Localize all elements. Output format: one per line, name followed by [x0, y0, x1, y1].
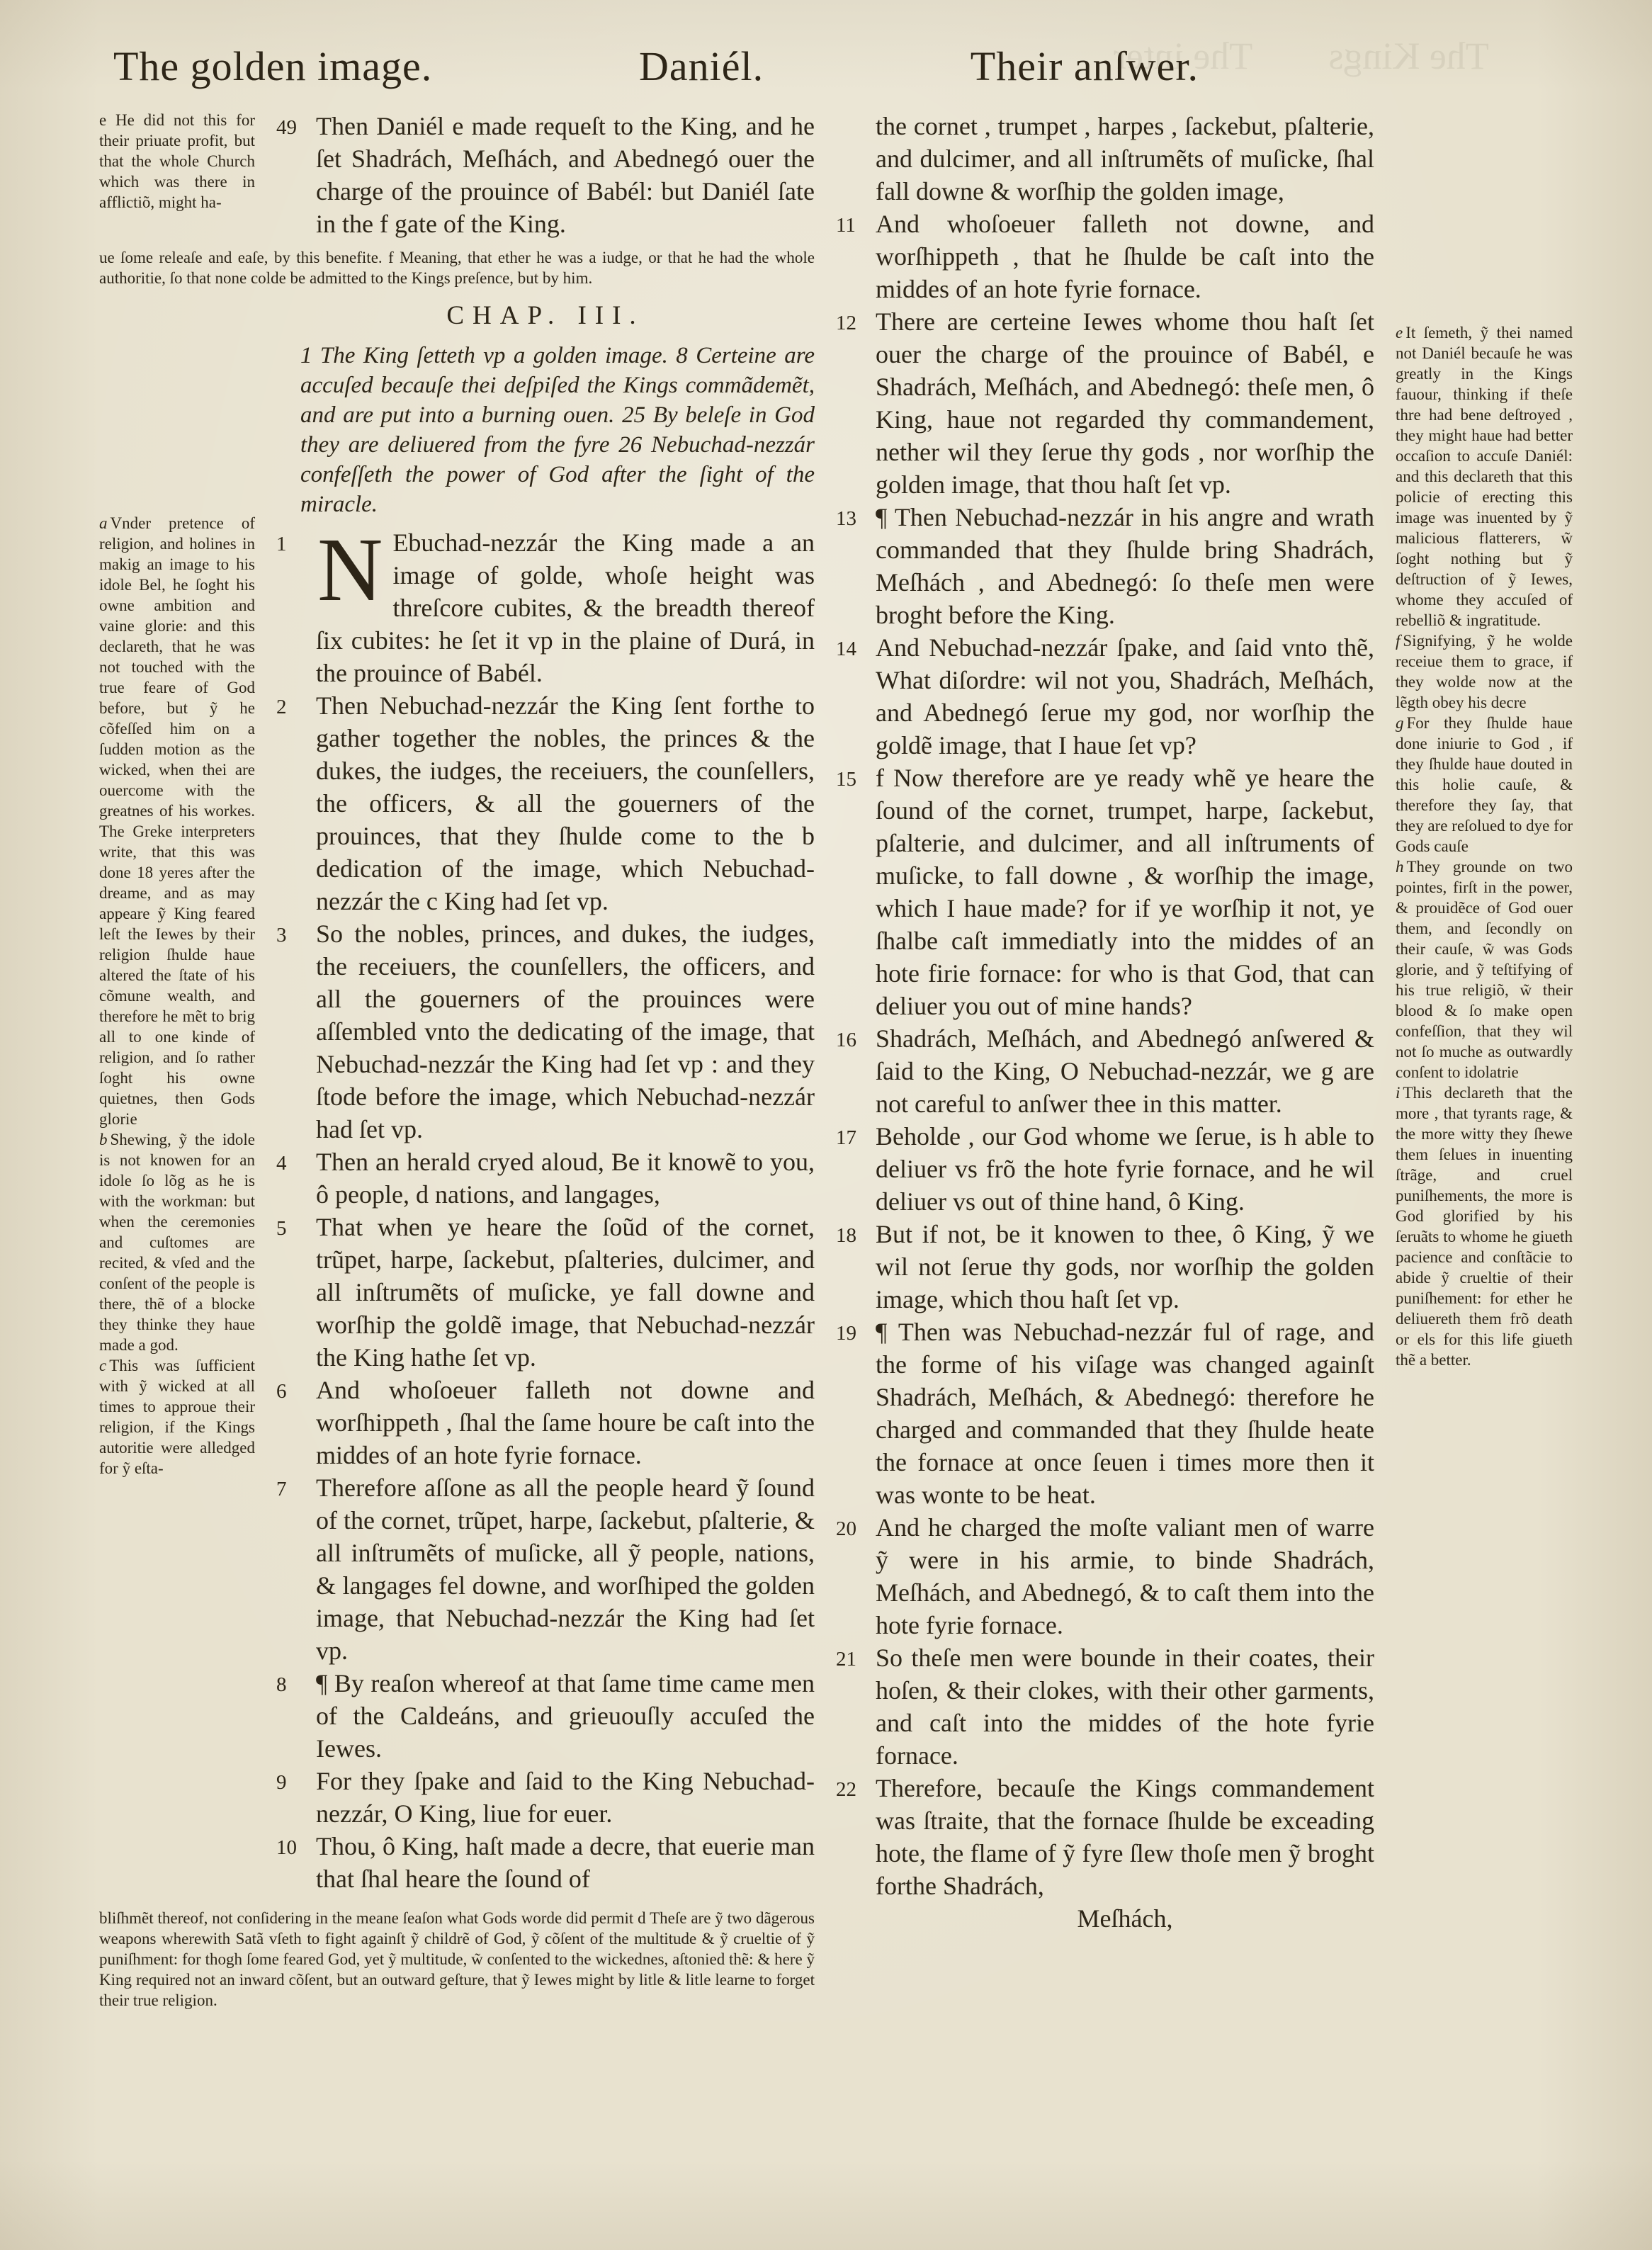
verse-text	[316, 1471, 815, 1667]
verse-body: And whoſoeuer falleth not downe, and worſhippeth , that he ſhulde be caſt into the middes of an hote fyrie fornace.	[876, 210, 1374, 303]
verse-body: Ebuchad-nezzár the King made a an image of golde, whoſe height was threſcore cubites, & the breadth thereof ſix cubites: he ſet it vp in the plaine of Durá, in the prouince of Babél.	[316, 528, 815, 687]
verse-body: Therefore aſſone as all the people heard ỹ ſound of the cornet, trũpet, harpe, ſackebut, pſalterie, & all inſtrumẽts of muſicke, all ỹ people, nations, & langages fel downe, and worſhiped the golden image, that Nebuchad-nezzár the King had ſet vp.	[316, 1474, 815, 1665]
note-text: For they ſhulde haue done iniurie to God , if they ſhulde haue douted in this holie cauſe, & therefore they ſay, that they are reſolued to dye for Gods cauſe	[1396, 714, 1573, 855]
verse	[276, 689, 815, 917]
verse-body: And he charged the moſte valiant men of warre ỹ were in his armie, to binde Shadrách, Meſhách, and Abednegó, & to caſt them into the hote fyrie fornace.	[876, 1513, 1374, 1639]
verse-number: 1	[276, 533, 287, 555]
verse-text	[316, 917, 815, 1146]
verse-text	[876, 208, 1374, 305]
verse-body: ¶ Then Nebuchad-nezzár in his angre and wrath commanded that they ſhulde bring Shadrách, Meſhách , and Abednegó: ſo theſe men were broght before the King.	[876, 503, 1374, 629]
running-header	[0, 0, 1652, 94]
verse-text	[876, 1641, 1374, 1772]
chapter-heading: CHAP. III.	[446, 301, 645, 330]
verse	[276, 1211, 815, 1374]
verse-number: 49	[276, 116, 297, 139]
running-head-center: Daniél.	[638, 43, 764, 89]
margin-note	[1396, 631, 1573, 713]
verse	[276, 1830, 815, 1895]
verse-number	[836, 110, 876, 111]
margin-note	[1396, 713, 1573, 857]
text-column-2	[836, 110, 1374, 1935]
verse-list	[276, 519, 815, 1895]
margin-note	[99, 513, 255, 1129]
verse-number: 16	[836, 1029, 856, 1051]
note-text: It ſemeth, ỹ thei named not Daniél becauſe he was greatly in the Kings fauour, thinking if theſe thre had bene deſtroyed , they might haue had better occaſion to accuſe Daniél: and this declareth that this policie of erecting this image was inuented by ỹ malicious flatterers, w̃ ſoght nothing but ỹ deſtruction of ỹ Iewes, whome they accuſed of rebelliõ & ingratitude.	[1396, 324, 1573, 629]
verse-body: For they ſpake and ſaid to the King Nebuchad-nezzár, O King, liue for euer.	[316, 1767, 815, 1828]
running-head-left: The golden image.	[113, 43, 433, 89]
verse-number: 20	[836, 1517, 856, 1540]
running-head-right: Their anſwer.	[970, 43, 1199, 89]
verse	[836, 1641, 1374, 1772]
page-body	[0, 94, 1652, 2011]
verse-number: 17	[836, 1126, 856, 1149]
verse-body: Thou, ô King, haſt made a decre, that euerie man that ſhal heare the ſound of	[316, 1832, 815, 1893]
note-marker: i	[1396, 1084, 1401, 1102]
verse-text	[876, 1218, 1374, 1316]
note-marker: c	[99, 1357, 107, 1374]
verse	[276, 1374, 815, 1471]
verse	[276, 110, 815, 240]
left-margin-notes	[99, 110, 255, 1479]
verse	[836, 501, 1374, 631]
verse	[836, 1218, 1374, 1316]
verse-text	[316, 519, 815, 689]
verse-number: 3	[276, 924, 287, 946]
verse-text	[876, 501, 1374, 631]
verse	[836, 1772, 1374, 1902]
verse-number: 11	[836, 214, 856, 237]
verse-body: Therefore, becauſe the Kings commandement was ſtraite, that the fornace ſhulde be exceading hote, the flame of ỹ fyre ſlew thoſe men ỹ broght forthe Shadrách,	[876, 1774, 1374, 1900]
verse-body: f Now therefore are ye ready whẽ ye heare the ſound of the cornet, trumpet, harpe, ſackebut, pſalterie, and dulcimer, and all inſtruments of muſicke, to fall downe , & worſhip the image, which I haue made? for if ye worſhip it not, ye ſhalbe caſt immediatly into the middes of an hote firie fornace: for who is that God, that can deliuer you out of mine hands?	[876, 764, 1374, 1020]
right-long-notes	[1396, 322, 1573, 1370]
drop-cap: N	[317, 519, 383, 620]
verse	[836, 305, 1374, 501]
verse-number: 9	[276, 1771, 287, 1794]
verse	[276, 1667, 815, 1765]
margin-note	[99, 1129, 255, 1355]
note-text: Vnder pretence of religion, and holines in makig an image to his idole Bel, he ſoght his owne ambition and vaine glorie: and this declareth, that he was not touched with the true feare of God before, but ỹ he cõfeſſed him on a ſudden motion as the wicked, when thei are ouercome with the greatnes of his workes. The Greke interpreters write, that this was done 18 yeres after the dreame, and as may appeare ỹ King feared leſt the Iewes by their religion ſhulde haue altered the ſtate of his cõmune wealth, and therefore he mẽt to brig all to one kinde of religion, and ſo rather ſoght his owne quietnes, then Gods glorie	[99, 514, 255, 1128]
margin-note	[1396, 322, 1573, 631]
verse-number: 19	[836, 1322, 856, 1345]
verse-text	[876, 1022, 1374, 1120]
catchword: Meſhách,	[1077, 1904, 1173, 1933]
bleed-through-text: The Kings The inter	[1114, 35, 1489, 77]
note-text: This was ſufficient with ỹ wicked at all times to approue their religion, if the Kings autoritie were alledged for ỹ eſta-	[99, 1357, 255, 1477]
verse	[836, 762, 1374, 1022]
verse-list	[836, 110, 1374, 1902]
margin-note	[1396, 1082, 1573, 1370]
verse	[276, 1471, 815, 1667]
verse-number: 5	[276, 1217, 287, 1240]
note-text: They grounde on two pointes, firſt in the power, & prouidẽce of God ouer them, and ſecondly on their cauſe, w̃ was Gods glorie, and ỹ teſtifying of his true religiõ, w̃ their blood & ſo make open confeſſion, that they wil not ſo muche as outwardly conſent to idolatrie	[1396, 858, 1573, 1081]
note-marker: a	[99, 514, 108, 532]
verse-body: ¶ Then was Nebuchad-nezzár ful of rage, and the forme of his viſage was changed againſt Shadrách, Meſhách, & Abednegó: therefore he charged and commanded that they ſhulde heate the fornace at once ſeuen i times more then it was wonte to be heat.	[876, 1318, 1374, 1509]
verse-number: 2	[276, 696, 287, 718]
verse-number: 14	[836, 638, 856, 660]
verse-text	[876, 1120, 1374, 1218]
verse	[276, 1765, 815, 1830]
cross-column-note: ue ſome releaſe and eaſe, by this benefite. f Meaning, that ether he was a iudge, or that he had the whole authoritie, ſo that none colde be admitted to the Kings preſence, but by him.	[99, 249, 815, 287]
verse-number: 18	[836, 1224, 856, 1247]
verse-number: 10	[276, 1836, 297, 1859]
verse-text	[876, 1316, 1374, 1511]
verse-body: Shadrách, Meſhách, and Abednegó anſwered & ſaid to the King, O Nebuchad-nezzár, we g are not careful to anſwer thee in this matter.	[876, 1024, 1374, 1118]
verse	[836, 110, 1374, 208]
verse-text	[876, 631, 1374, 762]
verse-body: ¶ By reaſon whereof at that ſame time came men of the Caldeáns, and grieuouſly accuſed the Iewes.	[316, 1669, 815, 1763]
note-marker: b	[99, 1131, 108, 1148]
verse-body: So theſe men were bounde in their coates, their hoſen, & their clokes, with their other garments, and caſt into the middes of the hote fyrie fornace.	[876, 1644, 1374, 1770]
verse	[836, 1316, 1374, 1511]
verse-number: 15	[836, 768, 856, 791]
verse	[276, 519, 815, 689]
verse-body: And Nebuchad-nezzár ſpake, and ſaid vnto thẽ, What diſordre: wil not you, Shadrách, Meſhách, and Abednegó ſerue my god, nor worſhip the goldẽ image, that I haue ſet vp?	[876, 633, 1374, 759]
verse	[276, 917, 815, 1146]
verse-text	[316, 689, 815, 917]
verse-number: 7	[276, 1478, 287, 1500]
chapter-argument: 1 The King ſetteth vp a golden image. 8 Certeine are accuſed becauſe thei deſpiſed the Kings commãdemẽt, and are put into a burning ouen. 25 By beleſe in God they are deliuered from the fyre 26 Nebuchad-nezzár confeſſeth the power of God after the ſight of the miracle.	[300, 343, 815, 517]
verse	[836, 208, 1374, 305]
verse-number: 13	[836, 507, 856, 530]
verse	[836, 1511, 1374, 1641]
verse-body: Beholde , our God whome we ſerue, is h able to deliuer vs frõ the hote fyrie fornace, and he wil deliuer vs out of thine hand, ô King.	[876, 1122, 1374, 1216]
verse-number: 12	[836, 312, 856, 334]
verse-body: the cornet , trumpet , harpes , ſackebut, pſalterie, and dulcimer, and all inſtrumẽts of muſicke, ſhal fall downe & worſhip the golden image,	[876, 112, 1374, 205]
verse-text	[876, 1511, 1374, 1641]
note-marker: g	[1396, 714, 1404, 732]
verse-body: But if not, be it knowen to thee, ô King, ỹ we wil not ſerue thy gods, nor worſhip the golden image, which thou haſt ſet vp.	[876, 1220, 1374, 1313]
verse-body: There are certeine Iewes whome thou haſt ſet ouer the charge of the prouince of Babél, e Shadrách, Meſhách, and Abednegó: theſe men, ô King, haue not regarded thy commandement, nether wil they ſerue thy gods , nor worſhip the golden image, that thou haſt ſet vp.	[876, 307, 1374, 499]
verse-number: 22	[836, 1778, 856, 1801]
bottom-margin-note: bliſhmẽt thereof, not conſidering in the meane ſeaſon what Gods worde did permit d Theſe are ỹ two dãgerous weapons wherewith Satã vſeth to fight againſt ỹ childrẽ of God, ỹ cõſent of the multitude & ỹ crueltie of ỹ puniſhment: for thogh ſome feared God, yet ỹ multitude, w̃ conſented to the wickednes, aſtonied thẽ: & here ỹ King required not an inward cõſent, but an outward geſture, that ỹ Iewes might by litle & litle learne to forget their true religion.	[99, 1909, 815, 2009]
verse-body: Then an herald cryed aloud, Be it knowẽ to you, ô people, d nations, and langages,	[316, 1148, 815, 1209]
verse-text	[876, 110, 1374, 208]
verse-body: So the nobles, princes, and dukes, the iudges, the receiuers, the counſellers, the officers, and all the gouerners of the prouinces were aſſembled vnto the dedicating of the image, that Nebuchad-nezzár the King had ſet vp : and they ſtode before the image, which Nebuchad-nezzár had ſet vp.	[316, 920, 815, 1143]
verse-body: Then Nebuchad-nezzár the King ſent forthe to gather together the nobles, the princes & the dukes, the iudges, the receiuers, the counſellers, the officers, & all the gouerners of the prouinces, that they ſhulde come to the b dedication of the image, which Nebuchad-nezzár the c King had ſet vp.	[316, 691, 815, 915]
verse-number: 8	[276, 1673, 287, 1696]
verse-text	[316, 1374, 815, 1471]
note-marker: e	[1396, 324, 1403, 341]
right-margin-notes	[1396, 110, 1573, 1370]
verse	[836, 631, 1374, 762]
verse	[276, 1146, 815, 1211]
verse-number: 6	[276, 1380, 287, 1403]
verse-text	[876, 1772, 1374, 1902]
note-marker: f	[1396, 632, 1401, 650]
verse-text	[316, 1765, 815, 1830]
verse-text	[316, 1146, 815, 1211]
verse-text	[876, 762, 1374, 1022]
margin-note	[99, 1355, 255, 1479]
verse-body: And whoſoeuer falleth not downe and worſhippeth , ſhal the ſame houre be caſt into the middes of an hote fyrie fornace.	[316, 1376, 815, 1469]
verse-text	[316, 1830, 815, 1895]
verse-body: That when ye heare the ſoũd of the cornet, trũpet, harpe, ſackebut, pſalteries, dulcimer, and all inſtrumẽts of muſicke, ye fall downe and worſhip the goldẽ image, that Nebuchad-nezzár the King hathe ſet vp.	[316, 1213, 815, 1372]
verse	[836, 1022, 1374, 1120]
verse	[836, 1120, 1374, 1218]
margin-note	[1396, 857, 1573, 1082]
note-text: Signifying, ỹ he wolde receiue them to grace, if they wolde now at the lẽgth obey his decre	[1396, 632, 1573, 711]
note-text: This declareth that the more , that tyrants rage, & the more witty they ſhewe them ſelues in inuenting ſtrãge, and cruel puniſhements, the more is God glorified by his ſeruãts to whome he giueth pacience and conſtãcie to abide ỹ crueltie of their puniſhement: for ether he deliuereth them frõ death or els for this life giueth thẽ a better.	[1396, 1084, 1573, 1369]
verse-number: 4	[276, 1152, 287, 1175]
verse-text	[316, 1667, 815, 1765]
verse-text	[316, 1211, 815, 1374]
verse-text	[876, 305, 1374, 501]
verse-number: 21	[836, 1648, 856, 1670]
left-long-notes	[99, 513, 255, 1479]
left-top-note: e He did not this for their priuate profit, but that the whole Church which was there in afflictiõ, might ha-	[99, 111, 255, 211]
verse-text: Then Daniél e made requeſt to the King, and he ſet Shadrách, Meſhách, and Abednegó ouer the charge of the prouince of Babél: but Daniél ſate in the f gate of the King.	[316, 112, 815, 238]
note-text: Shewing, ỹ the idole is not knowen for an idole ſo lõg as he is with the workman: but when the ceremonies and cuſtomes are recited, & vſed and the conſent of the people is there, thẽ of a blocke they thinke they haue made a god.	[99, 1131, 255, 1354]
note-marker: h	[1396, 858, 1404, 876]
